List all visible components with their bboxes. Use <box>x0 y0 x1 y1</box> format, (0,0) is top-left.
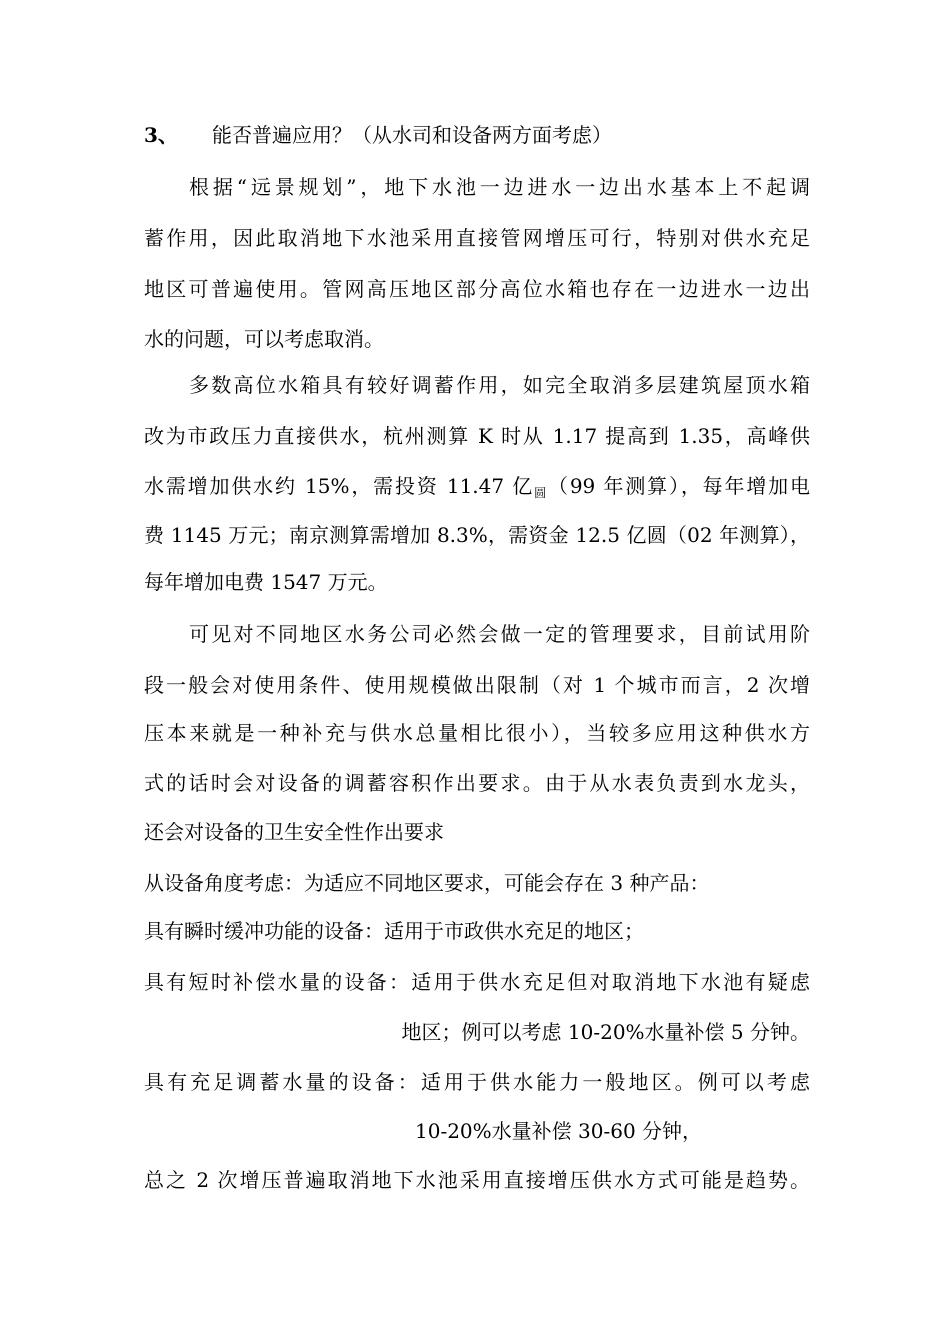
p2-line-5: 每年增加电费 1547 万元。 <box>144 570 388 594</box>
p1-line-2: 蓄作用，因此取消地下水池采用直接管网增压可行，特别对供水充足 <box>144 226 810 250</box>
currency-subscript: 圆 <box>534 486 548 500</box>
p2-line-1: 多数高位水箱具有较好调蓄作用，如完全取消多层建筑屋顶水箱 <box>189 373 810 397</box>
p2-line-3-part-b: （99 年测算），每年增加电 <box>548 474 810 498</box>
product-item-2: 具有短时补偿水量的设备：适用于供水充足但对取消地下水池有疑虑 <box>144 970 810 994</box>
heading-number: 3、 <box>144 123 178 147</box>
p1-line-3: 地区可普遍使用。管网高压地区部分高位水箱也存在一边进水一边出 <box>144 277 810 301</box>
p3-line-2: 段一般会对使用条件、使用规模做出限制（对 1 个城市而言，2 次增 <box>144 673 810 697</box>
product-item-3-continued: 10-20%水量补偿 30-60 分钟， <box>415 1119 703 1143</box>
p2-line-4: 费 1145 万元；南京测算需增加 8.3%，需资金 12.5 亿圆（02 年测算）， <box>144 523 810 547</box>
p2-line-3 <box>144 472 810 507</box>
product-item-1: 具有瞬时缓冲功能的设备：适用于市政供水充足的地区； <box>144 919 644 943</box>
p1-line-4: 水的问题，可以考虑取消。 <box>144 327 384 351</box>
p3-line-5: 还会对设备的卫生安全性作出要求 <box>144 820 444 844</box>
product-item-3: 具有充足调蓄水量的设备：适用于供水能力一般地区。例可以考虑 <box>144 1070 810 1094</box>
product-item-2-continued: 地区；例可以考虑 10-20%水量补偿 5 分钟。 <box>401 1020 810 1044</box>
section-heading <box>144 121 810 149</box>
p3-line-1: 可见对不同地区水务公司必然会做一定的管理要求，目前试用阶 <box>189 622 810 646</box>
p2-line-3-part-a: 水需增加供水约 15%，需投资 11.47 亿 <box>144 474 535 498</box>
conclusion: 总之 2 次增压普遍取消地下水池采用直接增压供水方式可能是趋势。 <box>144 1168 810 1192</box>
p1-line-1: 根据“远景规划”，地下水池一边进水一边出水基本上不起调 <box>189 175 810 199</box>
products-intro: 从设备角度考虑：为适应不同地区要求，可能会存在 3 种产品： <box>144 871 710 895</box>
p3-line-3: 压本来就是一种补充与供水总量相比很小），当较多应用这种供水方 <box>144 721 810 745</box>
p2-line-2: 改为市政压力直接供水，杭州测算 K 时从 1.17 提高到 1.35，高峰供 <box>144 424 810 448</box>
p3-line-4: 式的话时会对设备的调蓄容积作出要求。由于从水表负责到水龙头， <box>144 771 810 795</box>
heading-text: 能否普遍应用？（从水司和设备两方面考虑） <box>212 123 612 147</box>
